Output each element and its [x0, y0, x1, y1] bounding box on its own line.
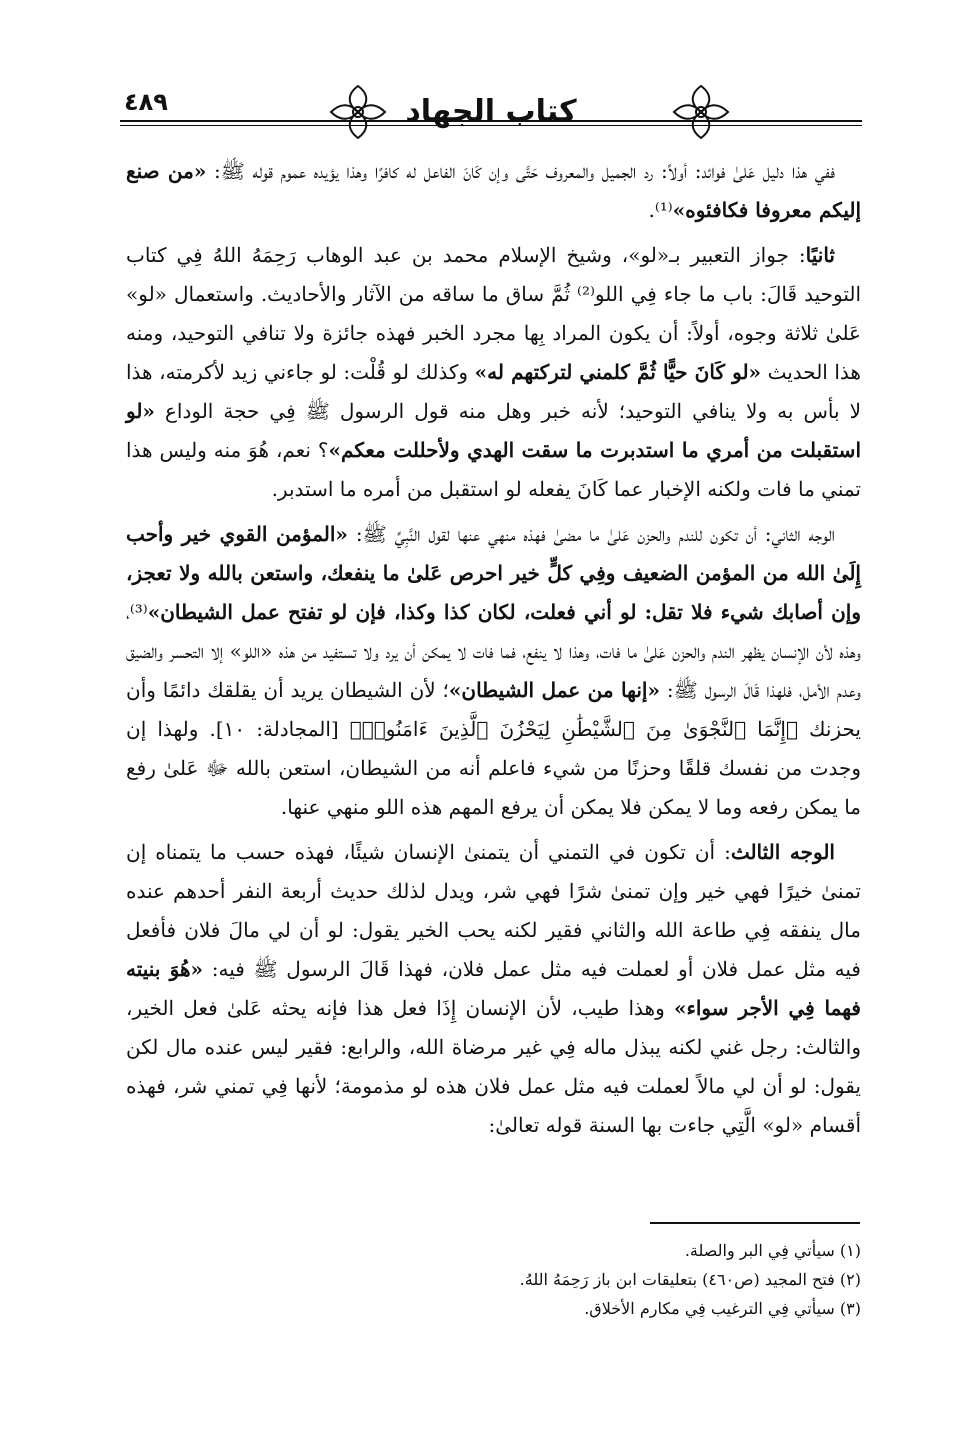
page-title: كتاب الجهاد — [405, 94, 577, 129]
page-number: ٤٨٩ — [124, 88, 168, 116]
text-run: ؟ نعم، هُوَ منه وليس هذا تمني ما فات ولكنه الإخبار عما كَانَ يفعله لو استقبل من أمره ما استدبر. — [126, 438, 861, 501]
text-run: ففي هذا دليل عَلىٰ فوائد: أولاً: رد الجميل والمعروف حَتَّى وإن كَانَ الفاعل له كافرًا وهذا يؤيده عموم قوله ﷺ: — [206, 159, 835, 183]
hadith-quote: «هُوَ بنيته فهما فِي الأجر سواء» — [126, 957, 861, 1020]
paragraph — [126, 152, 861, 230]
hadith-quote: «المؤمن القوي خير وأحب إِلَىٰ الله من المؤمن الضعيف وفِي كلٍّ خير احرص عَلىٰ ما ينفعك، واستعن بالله ولا تعجز، وإن أصابك شيء فلا تقل: لو أني فعلت، لكان كذا وكذا، فإن لو تفتح عمل الشيطان» — [126, 522, 861, 624]
page-header — [120, 82, 862, 144]
text-run: ⁽¹⁾. — [648, 198, 673, 222]
footnotes — [480, 1236, 861, 1323]
hadith-quote: «لو كَانَ حيًّا ثُمَّ كلمني لتركتهم له» — [474, 360, 762, 384]
footnote: (٢) فتح المجيد (ص٤٦٠) بتعليقات ابن باز رَحِمَهُ اللهُ. — [519, 1270, 861, 1289]
text-run: ⁽³⁾، وهذه لأن الإنسان يظهر الندم والحزن عَلىٰ ما فات، وهذا لا ينفع، فما فات لا يمكن أن يرد ولا تستفيد من هذه «اللو» إلا التحسر والضيق وعدم الأمل، فلهذا قَالَ الرسول ﷺ: — [126, 600, 861, 702]
text-run: وهذا طيب، لأن الإنسان إِذَا فعل هذا فإنه يحثه عَلىٰ فعل الخير، والثالث: رجل غني لكنه يبذل ماله فِي غير مرضاة الله، والرابع: فقير ليس عنده مال لكن يقول: لو أن لي مالاً لعملت فيه مثل عمل فلان هذه لو مذمومة؛ لأنها فِي تمني شر، فهذه أقسام «لو» الَّتِي جاءت بها السنة قوله تعالىٰ: — [126, 996, 861, 1137]
paragraph — [126, 236, 861, 509]
hadith-quote: «من صنع إليكم معروفا فكافئوه» — [126, 159, 861, 222]
footnote-divider — [650, 1222, 860, 1224]
main-text — [126, 152, 861, 1145]
hadith-quote: «لو استقبلت من أمري ما استدبرت ما سقت الهدي ولأحللت معكم» — [126, 399, 861, 462]
section-heading: الوجه الثالث — [730, 840, 835, 864]
text-run: ؛ لأن الشيطان يريد أن يقلقك دائمًا وأن يحزنك ﴿إِنَّمَا ٱلنَّجْوَىٰ مِنَ ٱلشَّيْطَٰنِ لِيَحْزُنَ ٱلَّذِينَ ءَامَنُوا۟﴾ [المجادلة: ١٠]. ولهذا إن وجدت من نفسك قلقًا وحزنًا من شيء فاعلم أنه من الشيطان، استعن بالله ﷻ عَلىٰ رفع ما يمكن رفعه وما لا يمكن فلا يمكن أن يرفع المهم هذه اللو منهي عنها. — [126, 678, 861, 819]
hadith-quote: «إنها من عمل الشيطان» — [448, 678, 660, 702]
text-run: الوجه الثاني: أن تكون للندم والحزن عَلىٰ ما مضىٰ فهذه منهي عنها لقول النَّبِيِّ ﷺ: — [347, 522, 835, 546]
paragraph — [126, 515, 861, 827]
footnote: (١) سيأتي فِي البر والصلة. — [684, 1241, 861, 1260]
section-heading: ثانيًا — [805, 243, 835, 267]
text-run: : أن تكون في التمني أن يتمنىٰ الإنسان شيئًا، فهذه حسب ما يتمناه إن تمنىٰ خيرًا فهي خير وإن تمنىٰ شرًا فهي شر، ويدل لذلك حديث أربعة النفر أحدهم عنده مال ينفقه فِي طاعة الله والثاني فقير لكنه يحب الخير يقول: لو أن لي مالَ فلان فأفعل فيه مثل عمل فلان أو لعملت فيه مثل عمل فلان، فهذا قَالَ الرسول ﷺ فيه: — [126, 840, 861, 981]
paragraph — [126, 833, 861, 1145]
text-run: : جواز التعبير بـ«لو»، وشيخ الإسلام محمد بن عبد الوهاب رَحِمَهُ اللهُ فِي كتاب التوحيد قَالَ: باب ما جاء فِي اللو⁽²⁾ ثُمَّ ساق ما ساقه من الآثار والأحاديث. واستعمال «لو» عَلىٰ ثلاثة وجوه، أولاً: أن يكون المراد بِها مجرد الخبر فهذه جائزة ولا تنافي التوحيد، ومنه هذا الحديث — [126, 243, 862, 384]
footnote: (٣) سيأتي فِي الترغيب فِي مكارم الأخلاق. — [584, 1299, 861, 1318]
text-run: وكذلك لو قُلْت: لو جاءني زيد لأكرمته، هذا لا بأس به ولا ينافي التوحيد؛ لأنه خبر وهل منه قول الرسول ﷺ فِي حجة الوداع — [126, 360, 861, 423]
